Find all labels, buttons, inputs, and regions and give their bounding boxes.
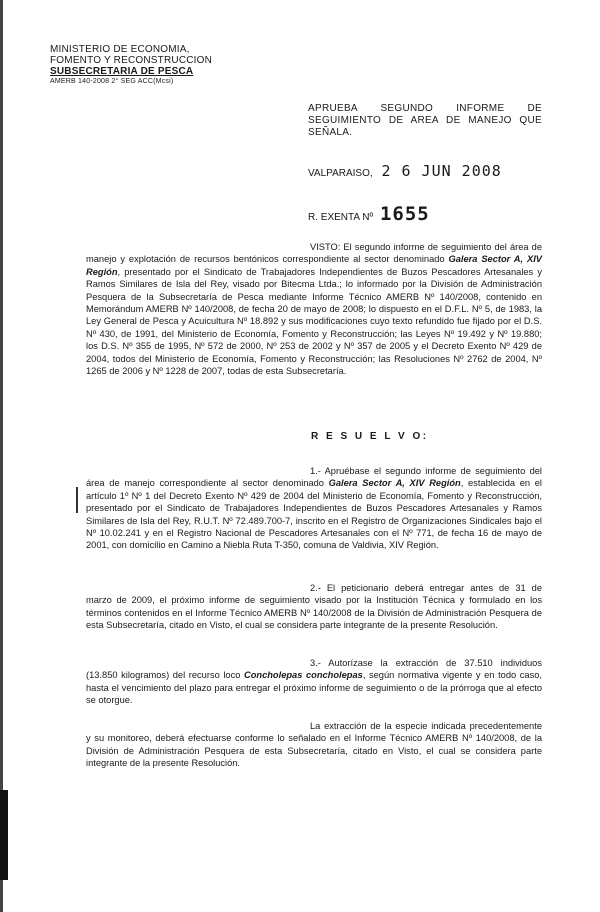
art3b-body: precedentemente y su monitoreo, deberá efectuarse conforme lo señalado en el Informe Técnico AMERB Nº 140/2008, de la División de Administración Pesquera de esta Subsecretaría, citado en Visto, el cual se considera parte integrante de la presente Resolución. [86, 721, 542, 769]
ministry-name: MINISTERIO DE ECONOMIA, [50, 44, 190, 55]
visto-text-2: , presentado por el Sindicato de Trabajadores Independientes de Buzos Pescadores Artesanales y Ramos Similares de Isla del Rey, visado por Bitecma Ltda.; lo informado por la División de Administración Pesquera de la Subsecretaría de Pesca mediante Informe Técnico AMERB Nº 140/2008, contenido en Memorándum AMERB Nº 140/2008, de fecha 20 de mayo de 2008; lo dispuesto en el D.F.L. Nº 5, de 1983, la Ley General de Pesca y Acuicultura Nº 18.892 y sus modificaciones cuyo texto refundido fue fijado por el D.S. Nº 430, de 1991, del Ministerio de Economía, Fomento y Reconstrucción; las Leyes Nº 19.492 y Nº 19.880; los D.S. Nº 355 de 1995, Nº 572 de 2000, Nº 253 de 2002 y Nº 357 de 2005 y el Decreto Exento Nº 429 de 2004, todos del Ministerio de Economía, Fomento y Reconstrucción; las Resoluciones Nº 2762 de 2004, Nº 1265 de 2006 y Nº 1228 de 2007, todas de esta Subsecretaría. [86, 266, 542, 377]
art2-lead: 2.- El peticionario deberá entregar antes de 31 de [310, 583, 542, 593]
summary-line-1: APRUEBA SEGUNDO INFORME DE [308, 103, 542, 114]
visto-sector: Galera Sector A, XIV Región [86, 254, 542, 277]
art3-lead: 3.- Autorízase la extracción de 37.510 individuos [310, 658, 542, 668]
article-3 [86, 657, 542, 707]
art3-text-1: (13.850 kilogramos) del recurso loco [86, 670, 245, 681]
place: VALPARAISO, [308, 168, 373, 179]
visto-lead: VISTO: El segundo informe de seguimiento del [310, 242, 507, 252]
resolution-number [308, 203, 430, 225]
art3b-lead: La extracción de la especie indicada [310, 721, 466, 731]
art1-text-2: , establecida en el artículo 1º Nº 1 del Decreto Exento Nº 429 de 2004 del Ministerio de Economía, Fomento y Reconstrucción, presentado por el Sindicato de Trabajadores Independientes de Buzos Pescadores Artesanales y Ramos Similares de Isla del Rey, R.U.T. Nº 72.489.700-7, inscrito en el Registro de Organizaciones Sindicales bajo el Nº 10.02.241 y en el Registro Nacional de Pescadores Artesanales con el Nº 771, de fecha 16 de mayo de 2001, con domicilio en Camino a Niebla Ruta T-350, comuna de Valdivia, XIV Región. [86, 478, 542, 551]
summary-line-2: SEGUIMIENTO DE AREA DE MANEJO QUE [308, 115, 542, 126]
art3-species: Concholepas concholepas [244, 670, 363, 681]
scan-edge [0, 0, 3, 912]
art1-sector: Galera Sector A, XIV Región [328, 478, 461, 489]
exenta-number-stamp: 1655 [379, 203, 430, 225]
visto-paragraph [86, 241, 542, 377]
art1-lead: 1.- Apruébase el segundo informe de seguimiento [310, 466, 526, 476]
art1-text-1: del área de manejo correspondiente al sector denominado [86, 466, 542, 489]
article-3-extraction [86, 720, 542, 770]
resolution-summary [308, 103, 542, 139]
letterhead [50, 44, 250, 86]
article-2 [86, 582, 542, 632]
art3-text-2: , según normativa vigente y en todo caso, hasta el vencimiento del plazo para entregar el próximo informe de seguimiento o de la prórroga que al efecto se otorgue. [86, 670, 542, 706]
summary-line-3: SEÑALA. [308, 127, 353, 138]
date-stamp: 2 6 JUN 2008 [381, 162, 502, 180]
exenta-label: R. EXENTA Nº [308, 212, 374, 223]
margin-mark [76, 487, 78, 513]
scan-artifact-bar [0, 790, 8, 880]
place-date [308, 162, 502, 180]
resuelvo-heading: R E S U E L V O: [311, 431, 429, 442]
reference-code: AMERB 140-2008 2° SEG ACC(Mcsi) [50, 78, 174, 85]
visto-text-1: área de manejo y explotación de recursos bentónicos correspondiente al sector denominado [86, 242, 542, 265]
article-1 [86, 465, 542, 552]
subsecretaria-name: SUBSECRETARIA DE PESCA [50, 66, 194, 77]
art2-body: marzo de 2009, el próximo informe de seguimiento visado por la Institución Técnica y formulado en los términos contenidos en el Informe Técnico AMERB Nº 140/2008 de la División de Administración Pesquera de esta Subsecretaría, citado en Visto, el cual se considera parte integrante de la presente Resolución. [86, 595, 542, 631]
ministry-name-cont: FOMENTO Y RECONSTRUCCION [50, 55, 213, 66]
